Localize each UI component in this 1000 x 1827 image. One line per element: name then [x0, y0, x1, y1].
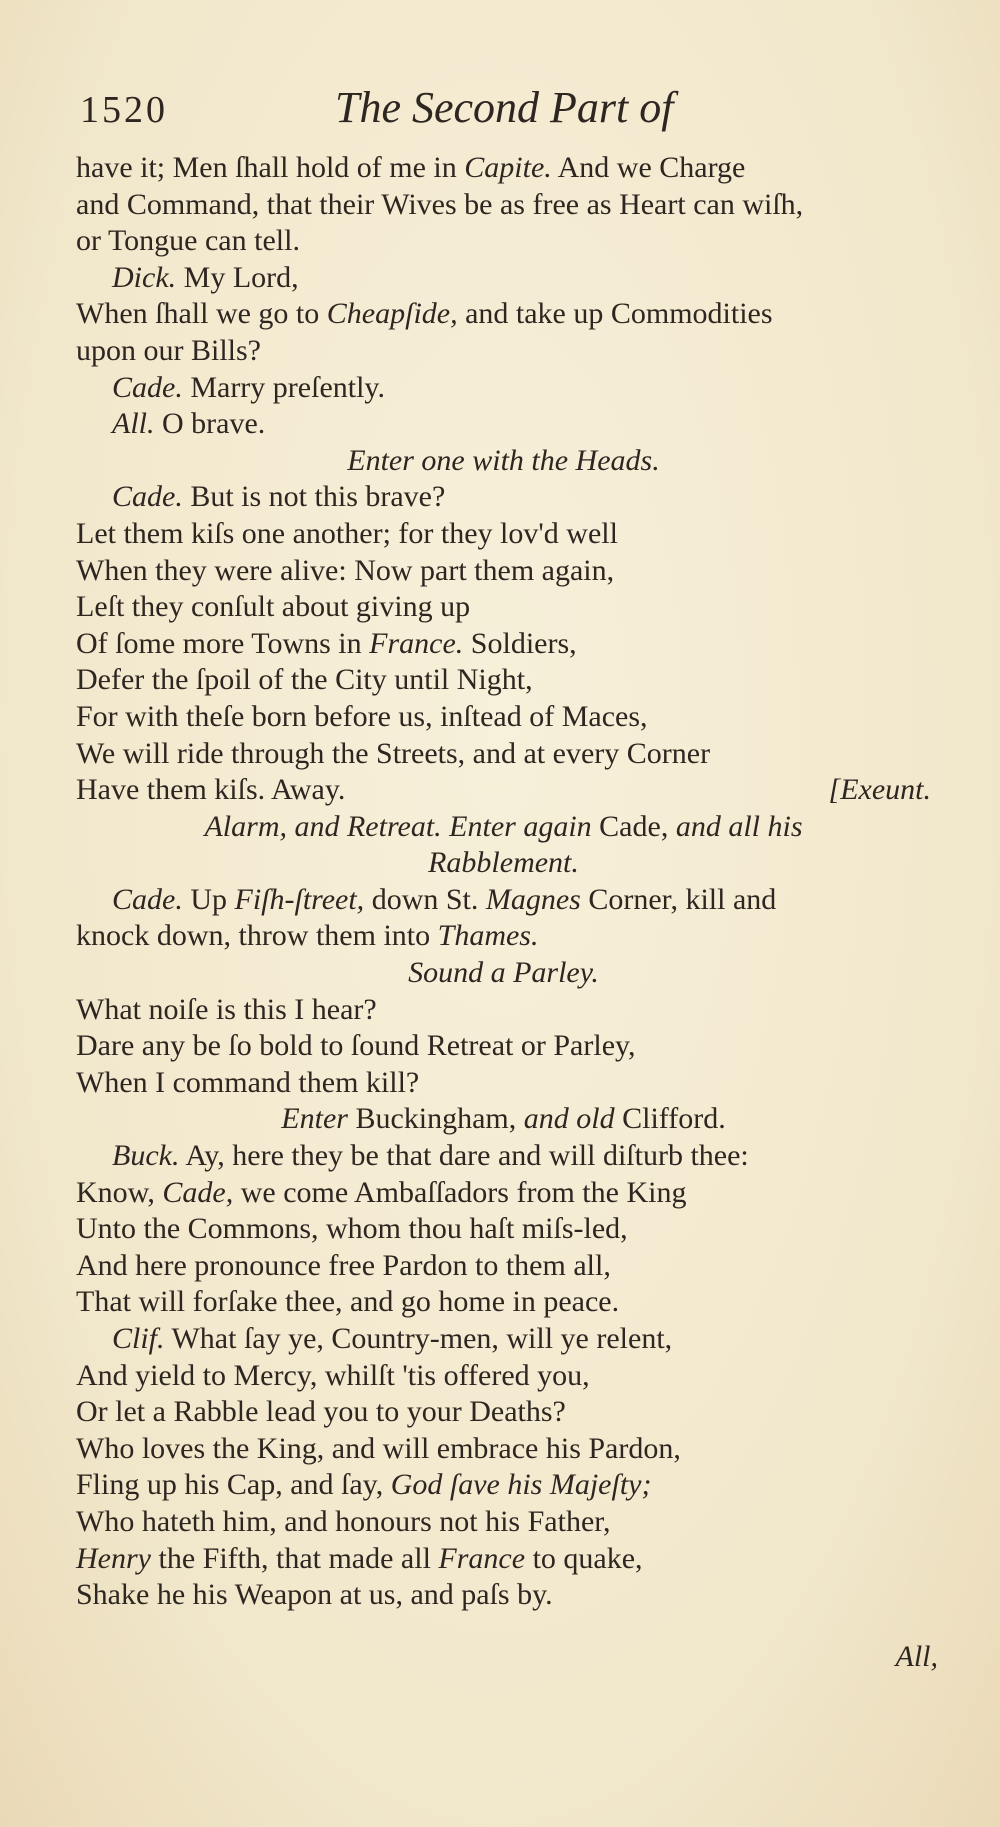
speech-line: Buck. Ay, here they be that dare and will diſturb thee: — [112, 1139, 749, 1173]
stage-direction: Alarm, and Retreat. Enter again Cade, and all his — [204, 809, 803, 843]
page-number: 1520 — [80, 89, 168, 131]
stage-direction: Sound a Parley. — [408, 956, 599, 990]
speaker-name: All. — [112, 407, 155, 441]
exeunt-direction: [Exeunt. — [828, 773, 931, 807]
speech-line: Cade. Up Fiſh-ſtreet, down St. Magnes Corner, kill and — [112, 882, 777, 916]
speech-line: Dick. My Lord, — [112, 260, 299, 294]
text-line: upon our Bills? — [76, 333, 261, 367]
verse-line: Henry the Fifth, that made all France to quake, — [76, 1541, 643, 1575]
speaker-name: Dick. — [112, 260, 177, 294]
speech-line: Clif. What ſay ye, Country-men, will ye relent, — [112, 1322, 673, 1355]
verse-line: And yield to Mercy, whilſt 'tis offered you, — [76, 1358, 590, 1392]
verse-line: Defer the ſpoil of the City until Night, — [76, 663, 533, 697]
verse-line: For with theſe born before us, inſtead of Maces, — [76, 699, 648, 733]
verse-line: Leſt they conſult about giving up — [76, 590, 471, 624]
catchword: All, — [895, 1640, 938, 1673]
speech-line: Cade. Marry preſently. — [112, 370, 385, 404]
verse-line: Shake he his Weapon at us, and paſs by. — [76, 1578, 553, 1612]
text-line: have it; Men ſhall hold of me in Capite. And we Charge — [76, 151, 746, 184]
text-line: When ſhall we go to Cheapſide, and take up Commodities — [76, 297, 773, 331]
verse-line: And here pronounce free Pardon to them all, — [76, 1248, 611, 1282]
speaker-name: Buck. — [112, 1139, 180, 1173]
speaker-name: Cade. — [112, 480, 183, 514]
verse-line: Have them kiſs. Away. [Exeunt. — [76, 772, 931, 809]
running-title: The Second Part of — [335, 83, 674, 132]
page-header — [80, 82, 960, 142]
verse-line: Fling up his Cap, and ſay, God ſave his Majeſty; — [76, 1468, 652, 1502]
verse-line: We will ride through the Streets, and at every Corner — [76, 736, 711, 770]
verse-line: Unto the Commons, whom thou haſt miſs-led, — [76, 1212, 628, 1246]
stage-direction: Rabblement. — [428, 846, 579, 880]
play-text — [76, 150, 931, 1614]
verse-line: Of ſome more Towns in France. Soldiers, — [76, 626, 577, 660]
speech-line: Cade. But is not this brave? — [112, 480, 446, 514]
text-line: knock down, throw them into Thames. — [76, 919, 539, 953]
verse-line: Who loves the King, and will embrace his Pardon, — [76, 1431, 681, 1465]
verse-line: Or let a Rabble lead you to your Deaths? — [76, 1395, 566, 1429]
verse-line: Who hateth him, and honours not his Father, — [76, 1504, 611, 1538]
text-line: or Tongue can tell. — [76, 224, 300, 258]
text-line: and Command, that their Wives be as free as Heart can wiſh, — [76, 187, 804, 221]
speaker-name: Cade. — [112, 370, 183, 404]
verse-line: When they were alive: Now part them again, — [76, 553, 615, 587]
speaker-name: Clif. — [112, 1322, 165, 1355]
stage-direction: Enter Buckingham, and old Clifford. — [281, 1102, 726, 1136]
verse-line: Let them kiſs one another; for they lov'd well — [76, 516, 618, 550]
stage-direction: Enter one with the Heads. — [347, 443, 660, 477]
verse-line: Know, Cade, we come Ambaſſadors from the King — [76, 1175, 687, 1209]
verse-line: When I command them kill? — [76, 1065, 420, 1099]
verse-line: Dare any be ſo bold to ſound Retreat or Parley, — [76, 1029, 636, 1063]
speaker-name: Cade. — [112, 882, 183, 916]
verse-line: What noiſe is this I hear? — [76, 992, 377, 1026]
speech-line: All. O brave. — [112, 407, 266, 441]
verse-line: That will forſake thee, and go home in peace. — [76, 1285, 620, 1319]
